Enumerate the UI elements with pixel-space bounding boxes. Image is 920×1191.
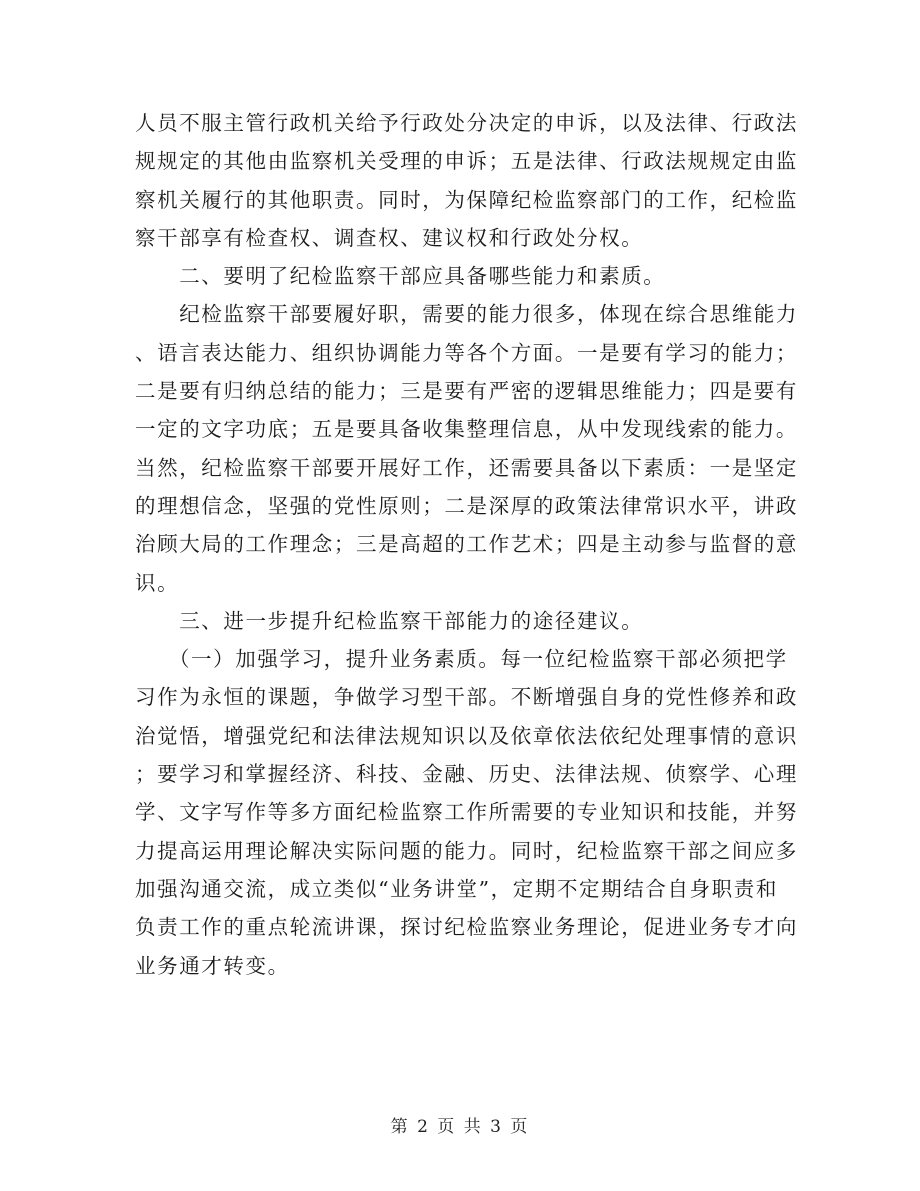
section-heading: 三、进一步提升纪检监察干部能力的途径建议。 (135, 608, 644, 633)
text-line: 规规定的其他由监察机关受理的申诉；五是法律、行政法规规定由监 (135, 149, 798, 174)
text-line: 的理想信念，坚强的党性原则；二是深厚的政策法律常识水平，讲政 (135, 493, 798, 518)
text-line: 人员不服主管行政机关给予行政处分决定的申诉，以及法律、行政法 (135, 111, 798, 135)
text-line: ；要学习和掌握经济、科技、金融、历史、法律法规、侦察学、心理 (135, 762, 798, 787)
text-line: 一定的文字功底；五是要具备收集整理信息，从中发现线索的能力。 (135, 417, 798, 442)
text-line: 治觉悟，增强党纪和法律法规知识以及依章依法依纪处理事情的意识 (135, 723, 798, 748)
text-line: 负责工作的重点轮流讲课，探讨纪检监察业务理论，促进业务专才向 (135, 915, 798, 940)
page-footer: 第 2 页 共 3 页 (390, 1117, 530, 1137)
text-line: 当然，纪检监察干部要开展好工作，还需要具备以下素质：一是坚定 (135, 455, 798, 480)
text-line: 加强沟通交流，成立类似“业务讲堂”，定期不定期结合自身职责和 (135, 876, 778, 901)
text-line: 纪检监察干部要履好职，需要的能力很多，体现在综合思维能力 (135, 302, 798, 327)
text-line: 习作为永恒的课题，争做学习型干部。不断增强自身的党性修养和政 (135, 685, 798, 710)
text-line: 、语言表达能力、组织协调能力等各个方面。一是要有学习的能力； (135, 340, 798, 365)
text-line: 治顾大局的工作理念；三是高超的工作艺术；四是主动参与监督的意 (135, 532, 798, 557)
body-text (135, 104, 798, 985)
text-line: 业务通才转变。 (135, 953, 290, 978)
text-line: 识。 (135, 570, 180, 595)
text-line: 二是要有归纳总结的能力；三是要有严密的逻辑思维能力；四是要有 (135, 379, 798, 404)
text-line: 察机关履行的其他职责。同时，为保障纪检监察部门的工作，纪检监 (135, 187, 798, 212)
text-line: 力提高运用理论解决实际问题的能力。同时，纪检监察干部之间应多 (135, 838, 798, 863)
section-heading: 二、要明了纪检监察干部应具备哪些能力和素质。 (135, 264, 666, 289)
text-line: 学、文字写作等多方面纪检监察工作所需要的专业知识和技能，并努 (135, 800, 798, 825)
text-line: 察干部享有检查权、调查权、建议权和行政处分权。 (135, 225, 644, 250)
text-line: （一）加强学习，提升业务素质。每一位纪检监察干部必须把学 (135, 647, 788, 672)
